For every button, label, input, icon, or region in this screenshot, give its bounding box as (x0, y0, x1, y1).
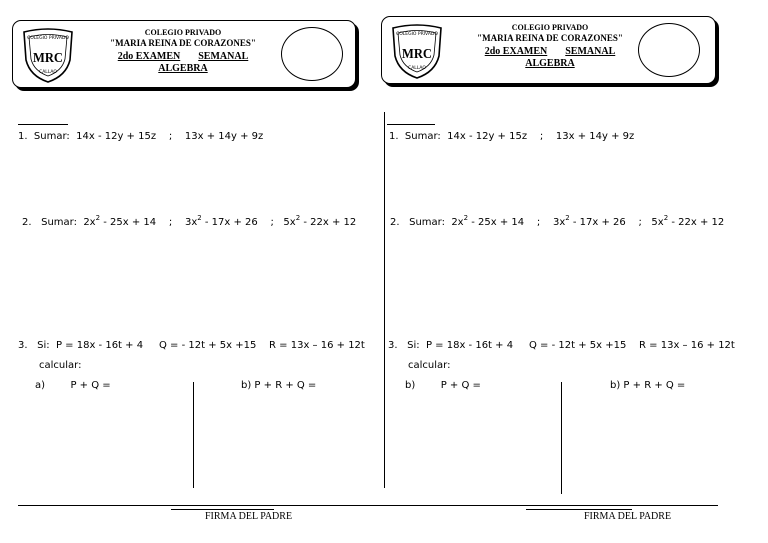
answer-divider-right (561, 382, 562, 494)
bottom-rule (18, 505, 718, 506)
part-a-right: b) P + Q = (405, 380, 481, 391)
logo-monogram: MRC (402, 47, 432, 62)
subject-title: ALGEBRA (525, 58, 575, 69)
part-b-right: b) P + R + Q = (610, 380, 686, 391)
logo-bottom-text: CALLAO (39, 70, 57, 75)
school-name: "MARIA REINA DE CORAZONES" (477, 33, 623, 43)
question-3-left: 3. Si: P = 18x - 16t + 4 Q = - 12t + 5x +15 R = 13x – 16 + 12t (18, 340, 365, 351)
answer-divider-left (193, 382, 194, 488)
logo-top-text: COLEGIO PRIVADO (396, 32, 438, 37)
question-2-left: 2. Sumar: $2x^2 - 25x + 14$ ; $3x^2 - 17x + 26$ ; $5x^2 - 22x + 12$ (22, 214, 357, 228)
exam-header-left (12, 20, 356, 88)
school-name: "MARIA REINA DE CORAZONES" (110, 38, 256, 48)
logo-top-text: COLEGIO PRIVADO (27, 36, 69, 41)
school-label: COLEGIO PRIVADO (144, 28, 222, 37)
center-divider (384, 112, 385, 488)
part-a-left: a) P + Q = (35, 380, 111, 391)
school-logo (20, 26, 76, 84)
header-text-block (83, 28, 283, 75)
signature-line-right (526, 509, 632, 510)
photo-circle (281, 27, 343, 81)
school-label: COLEGIO PRIVADO (511, 23, 589, 32)
logo-monogram: MRC (33, 51, 63, 66)
exam-header-right (381, 16, 716, 84)
question-2-right: 2. Sumar: $2x^2 - 25x + 14$ ; $3x^2 - 17x + 26$ ; $5x^2 - 22x + 12$ (390, 214, 725, 228)
question-1-left: 1. Sumar: 14x - 12y + 15z ; 13x + 14y + 9z (18, 131, 264, 142)
calcular-right: calcular: (408, 360, 451, 371)
question-1-right: 1. Sumar: 14x - 12y + 15z ; 13x + 14y + 9z (389, 131, 635, 142)
signature-label-left: FIRMA DEL PADRE (205, 511, 293, 522)
part-b-left: b) P + R + Q = (241, 380, 317, 391)
calcular-left: calcular: (39, 360, 82, 371)
logo-bottom-text: CALLAO (408, 66, 426, 71)
question-3-right: 3. Si: P = 18x - 16t + 4 Q = - 12t + 5x +15 R = 13x – 16 + 12t (388, 340, 735, 351)
exam-title: 2do EXAMEN SEMANAL (117, 51, 249, 62)
photo-circle (638, 23, 700, 77)
name-line-left (18, 124, 68, 125)
exam-title: 2do EXAMEN SEMANAL (484, 46, 616, 57)
signature-label-right: FIRMA DEL PADRE (584, 511, 672, 522)
name-line-right (387, 124, 435, 125)
header-text-block (450, 23, 650, 70)
school-logo (389, 22, 445, 80)
subject-title: ALGEBRA (158, 63, 208, 74)
signature-line-left (171, 509, 274, 510)
